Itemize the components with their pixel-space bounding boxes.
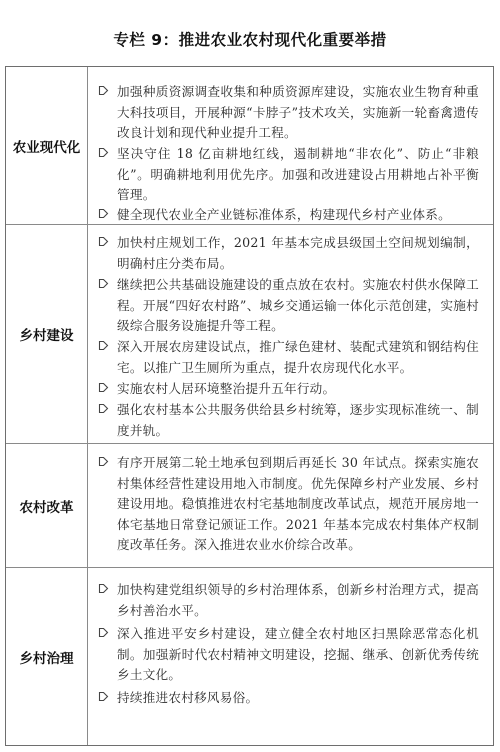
row-category: 乡村治理 <box>6 568 88 745</box>
item-text: 继续把公共基础设施建设的重点放在农村。实施农村供水保障工程。开展“四好农村路”、城乡交通运输一体化示范创建，实施村级综合服务设施提升等工程。 <box>117 277 479 333</box>
item-text: 实施农村人居环境整治提升五年行动。 <box>117 381 336 396</box>
item-text: 健全现代农业全产业链标准体系，构建现代乡村产业体系。 <box>117 207 451 222</box>
row-items <box>88 568 493 745</box>
table-row <box>6 567 493 745</box>
item-text: 坚决守住 18 亿亩耕地红线，遏制耕地“非农化”、防止“非粮化”。明确耕地利用优先序。加强和改进建设占用耕地占补平衡管理。 <box>117 146 479 202</box>
hollow-arrow-bullet-icon <box>98 340 109 351</box>
row-items <box>88 444 493 567</box>
hollow-arrow-bullet-icon <box>98 456 109 467</box>
hollow-arrow-bullet-icon <box>98 627 109 638</box>
hollow-arrow-bullet-icon <box>98 85 109 96</box>
hollow-arrow-bullet-icon <box>98 208 109 219</box>
hollow-arrow-bullet-icon <box>98 147 109 158</box>
row-items <box>88 225 493 443</box>
hollow-arrow-bullet-icon <box>98 382 109 393</box>
item-text: 有序开展第二轮土地承包到期后再延长 30 年试点。探索实施农村集体经营性建设用地入市制度。优先保障乡村产业发展、乡村建设用地。稳慎推进农村宅基地制度改革试点，规范开展房地一体宅基地日常登记颁证工作。2021 年基本完成农村集体产权制度改革任务。深入推进农业水价综合改革。 <box>117 455 479 552</box>
hollow-arrow-bullet-icon <box>98 403 109 414</box>
item-text: 加快村庄规划工作，2021 年基本完成县级国土空间规划编制，明确村庄分类布局。 <box>117 235 479 271</box>
hollow-arrow-bullet-icon <box>98 236 109 247</box>
row-category: 农村改革 <box>6 444 88 567</box>
table-row <box>6 224 493 443</box>
table-row <box>6 67 493 224</box>
item-text: 加快构建党组织领导的乡村治理体系，创新乡村治理方式，提高乡村善治水平。 <box>117 582 479 618</box>
row-items <box>88 67 493 224</box>
item-text: 强化农村基本公共服务供给县乡村统筹，逐步实现标准统一、制度并轨。 <box>117 402 479 438</box>
row-category: 农业现代化 <box>6 67 88 224</box>
hollow-arrow-bullet-icon <box>98 278 109 289</box>
item-text: 深入开展农房建设试点，推广绿色建材、装配式建筑和钢结构住宅。以推广卫生厕所为重点，提升农房现代化水平。 <box>117 339 479 375</box>
row-category: 乡村建设 <box>6 225 88 443</box>
table-row <box>6 443 493 567</box>
hollow-arrow-bullet-icon <box>98 583 109 594</box>
page-title: 专栏 9：推进农业农村现代化重要举措 <box>113 31 387 49</box>
item-text: 加强种质资源调查收集和种质资源库建设，实施农业生物育种重大科技项目，开展种源“卡脖子”技术攻关，实施新一轮畜禽遗传改良计划和现代种业提升工程。 <box>117 84 479 140</box>
item-text: 持续推进农村移风易俗。 <box>117 690 259 705</box>
item-text: 深入推进平安乡村建设，建立健全农村地区扫黑除恶常态化机制。加强新时代农村精神文明建设，挖掘、继承、创新优秀传统乡土文化。 <box>117 626 479 682</box>
measures-table <box>5 66 494 746</box>
hollow-arrow-bullet-icon <box>98 691 109 702</box>
